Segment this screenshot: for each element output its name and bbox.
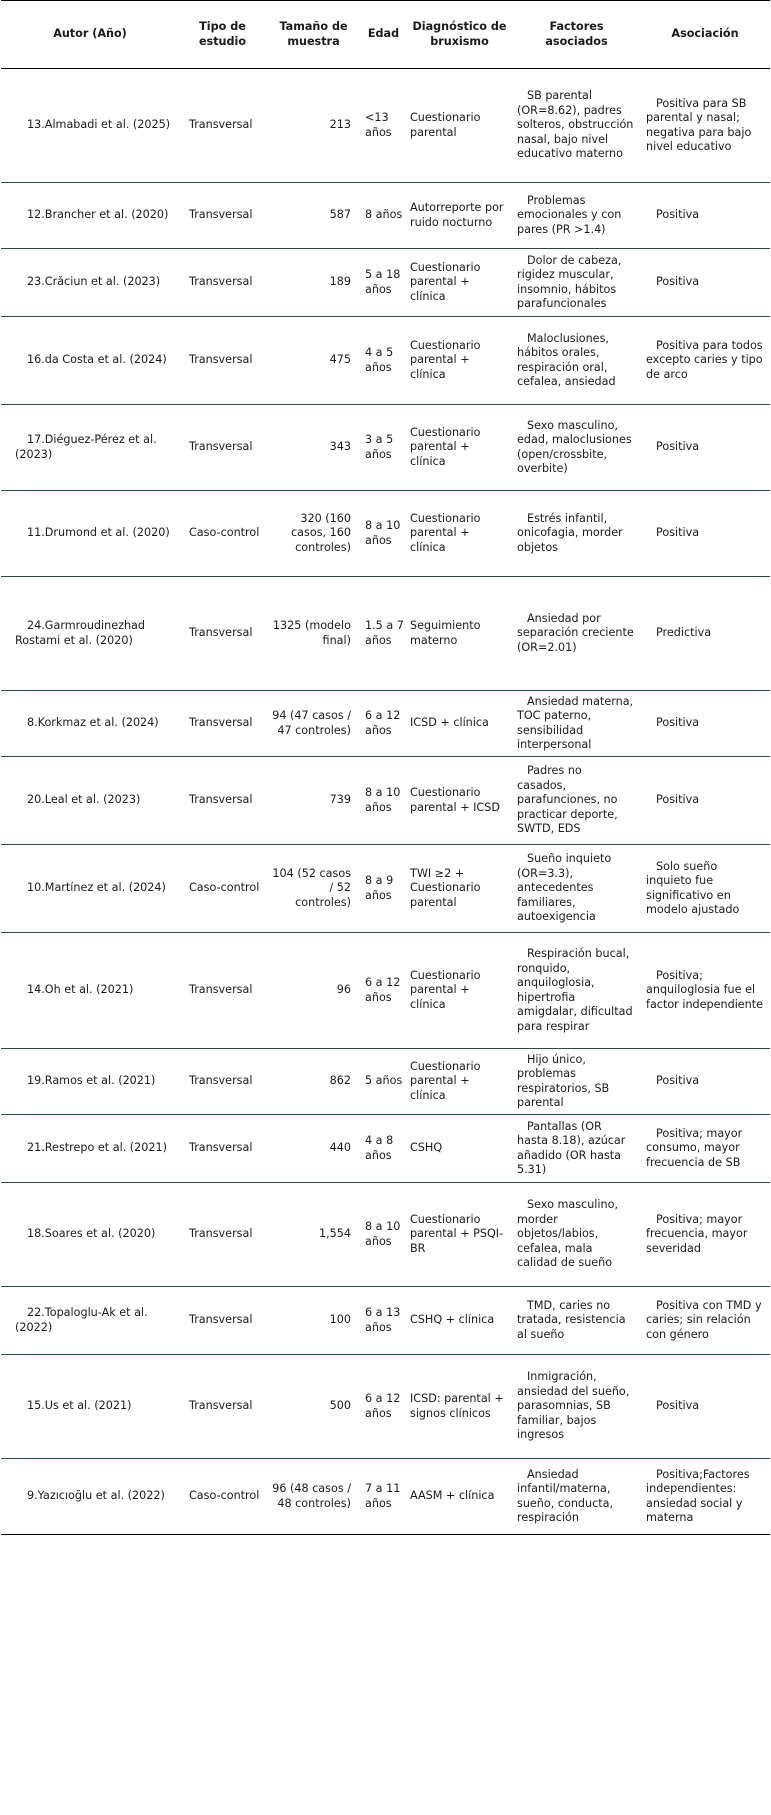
author-cell-text: 8.Korkmaz et al. (2024): [27, 716, 159, 730]
author-cell-text: 24.Garmroudinezhad Rostami et al. (2020): [15, 619, 146, 647]
study-type-cell: Transversal: [179, 1287, 266, 1355]
age-cell: 4 a 5 años: [361, 317, 406, 405]
factors-cell-text: Problemas emocionales y con pares (PR >1.4): [517, 193, 622, 236]
association-cell-text: Positiva: [656, 526, 700, 540]
association-cell: [640, 1183, 770, 1287]
study-type-cell: Transversal: [179, 69, 266, 183]
sample-size-cell: 96 (48 casos / 48 controles): [266, 1459, 361, 1535]
table-row: [1, 933, 770, 1049]
author-cell-text: 21.Restrepo et al. (2021): [27, 1141, 168, 1155]
sample-size-cell: 100: [266, 1287, 361, 1355]
author-cell: [1, 845, 179, 933]
diagnosis-cell: Cuestionario parental + PSQI-BR: [406, 1183, 513, 1287]
factors-cell-text: Ansiedad materna, TOC paterno, sensibilidad interpersonal: [517, 694, 634, 751]
author-cell-text: 22.Topaloglu-Ak et al. (2022): [15, 1306, 148, 1334]
age-cell: 8 años: [361, 183, 406, 249]
association-cell-text: Solo sueño inquieto fue significativo en modelo ajustado: [646, 859, 740, 916]
association-cell: [640, 1115, 770, 1183]
table-row: [1, 845, 770, 933]
factors-cell-text: Respiración bucal, ronquido, anquiloglosia, hipertrofia amigdalar, dificultad para respirar: [517, 947, 633, 1033]
author-cell: [1, 757, 179, 845]
association-cell: [640, 757, 770, 845]
table-row: [1, 1287, 770, 1355]
author-cell: [1, 69, 179, 183]
table-row: [1, 1459, 770, 1535]
age-cell: 5 a 18 años: [361, 249, 406, 317]
age-cell: 8 a 9 años: [361, 845, 406, 933]
diagnosis-cell: Cuestionario parental + clínica: [406, 249, 513, 317]
association-cell: [640, 933, 770, 1049]
table-row: [1, 757, 770, 845]
factors-cell-text: Pantallas (OR hasta 8.18), azúcar añadido (OR hasta 5.31): [517, 1119, 626, 1176]
sample-size-cell: 320 (160 casos, 160 controles): [266, 491, 361, 577]
association-cell: [640, 69, 770, 183]
header-association: Asociación: [640, 1, 770, 69]
association-cell: [640, 691, 770, 757]
author-cell: [1, 691, 179, 757]
study-type-cell: Caso-control: [179, 1459, 266, 1535]
author-cell-text: 9.Yazıcıoğlu et al. (2022): [27, 1489, 165, 1503]
factors-cell: [513, 249, 640, 317]
factors-cell-text: Dolor de cabeza, rigidez muscular, insomnio, hábitos parafuncionales: [517, 253, 622, 310]
diagnosis-cell: Cuestionario parental + ICSD: [406, 757, 513, 845]
study-type-cell: Transversal: [179, 1115, 266, 1183]
author-cell-text: 20.Leal et al. (2023): [27, 793, 141, 807]
age-cell: <13 años: [361, 69, 406, 183]
factors-cell: [513, 757, 640, 845]
author-cell-text: 12.Brancher et al. (2020): [27, 208, 169, 222]
factors-cell: [513, 933, 640, 1049]
author-cell: [1, 1287, 179, 1355]
sample-size-cell: 862: [266, 1049, 361, 1115]
factors-cell: [513, 1355, 640, 1459]
author-cell-text: 19.Ramos et al. (2021): [27, 1074, 156, 1088]
association-cell-text: Positiva: [656, 275, 700, 289]
age-cell: 6 a 12 años: [361, 691, 406, 757]
table-row: [1, 183, 770, 249]
age-cell: 6 a 12 años: [361, 1355, 406, 1459]
sample-size-cell: 1,554: [266, 1183, 361, 1287]
association-cell: [640, 249, 770, 317]
association-cell-text: Positiva: [656, 1399, 700, 1413]
factors-cell: [513, 69, 640, 183]
factors-cell-text: Sexo masculino, morder objetos/labios, cefalea, mala calidad de sueño: [517, 1198, 618, 1270]
table-row: [1, 691, 770, 757]
author-cell: [1, 1115, 179, 1183]
study-type-cell: Transversal: [179, 249, 266, 317]
factors-cell: [513, 1049, 640, 1115]
sample-size-cell: 189: [266, 249, 361, 317]
author-cell-text: 10.Martínez et al. (2024): [27, 881, 166, 895]
header-age: Edad: [361, 1, 406, 69]
sample-size-cell: 440: [266, 1115, 361, 1183]
diagnosis-cell: Cuestionario parental + clínica: [406, 933, 513, 1049]
diagnosis-cell: ICSD + clínica: [406, 691, 513, 757]
sample-size-cell: 104 (52 casos / 52 controles): [266, 845, 361, 933]
author-cell-text: 11.Drumond et al. (2020): [27, 526, 170, 540]
author-cell: [1, 1183, 179, 1287]
age-cell: 3 a 5 años: [361, 405, 406, 491]
table-row: [1, 249, 770, 317]
factors-cell-text: Maloclusiones, hábitos orales, respiración oral, cefalea, ansiedad: [517, 331, 616, 388]
association-cell-text: Positiva: [656, 1074, 700, 1088]
diagnosis-cell: Cuestionario parental + clínica: [406, 1049, 513, 1115]
study-type-cell: Transversal: [179, 405, 266, 491]
factors-cell: [513, 1459, 640, 1535]
factors-cell-text: Ansiedad infantil/materna, sueño, conducta, respiración: [517, 1467, 614, 1524]
factors-cell: [513, 317, 640, 405]
header-author: Autor (Año): [1, 1, 179, 69]
factors-cell-text: Hijo único, problemas respiratorios, SB parental: [517, 1052, 610, 1109]
factors-cell: [513, 845, 640, 933]
author-cell-text: 18.Soares et al. (2020): [27, 1227, 156, 1241]
table-row: [1, 1355, 770, 1459]
factors-cell-text: Ansiedad por separación creciente (OR=2.01): [517, 611, 634, 654]
header-row: [1, 1, 770, 69]
factors-cell-text: TMD, caries no tratada, resistencia al sueño: [517, 1298, 626, 1341]
association-cell: [640, 405, 770, 491]
sample-size-cell: 1325 (modelo final): [266, 577, 361, 691]
study-type-cell: Transversal: [179, 1355, 266, 1459]
age-cell: 6 a 12 años: [361, 933, 406, 1049]
association-cell-text: Positiva: [656, 716, 700, 730]
diagnosis-cell: Cuestionario parental + clínica: [406, 317, 513, 405]
factors-cell-text: Padres no casados, parafunciones, no practicar deporte, SWTD, EDS: [517, 764, 618, 836]
association-cell-text: Positiva; anquiloglosia fue el factor independiente: [646, 968, 764, 1011]
author-cell-text: 16.da Costa et al. (2024): [27, 353, 167, 367]
factors-cell: [513, 1183, 640, 1287]
author-cell-text: 23.Crăciun et al. (2023): [27, 275, 161, 289]
association-cell-text: Positiva para todos excepto caries y tipo de arco: [646, 338, 763, 381]
factors-cell-text: Sexo masculino, edad, maloclusiones (open/crossbite, overbite): [517, 418, 632, 475]
author-cell: [1, 317, 179, 405]
factors-cell-text: Inmigración, ansiedad del sueño, parasomnias, SB familiar, bajos ingresos: [517, 1370, 630, 1442]
author-cell-text: 14.Oh et al. (2021): [27, 983, 134, 997]
sample-size-cell: 213: [266, 69, 361, 183]
sample-size-cell: 475: [266, 317, 361, 405]
sample-size-cell: 343: [266, 405, 361, 491]
author-cell: [1, 1459, 179, 1535]
association-cell-text: Positiva para SB parental y nasal; negativa para bajo nivel educativo: [646, 96, 752, 153]
study-type-cell: Transversal: [179, 317, 266, 405]
factors-cell: [513, 1287, 640, 1355]
sample-size-cell: 96: [266, 933, 361, 1049]
study-type-cell: Transversal: [179, 1183, 266, 1287]
author-cell-text: 13.Almabadi et al. (2025): [27, 118, 171, 132]
study-type-cell: Transversal: [179, 577, 266, 691]
table-row: [1, 1049, 770, 1115]
age-cell: 1.5 a 7 años: [361, 577, 406, 691]
studies-table: [1, 0, 770, 1535]
table-row: [1, 1183, 770, 1287]
diagnosis-cell: Cuestionario parental + clínica: [406, 405, 513, 491]
association-cell-text: Positiva;Factores independientes: ansiedad social y materna: [646, 1467, 750, 1524]
factors-cell: [513, 577, 640, 691]
table-row: [1, 405, 770, 491]
association-cell: [640, 577, 770, 691]
sample-size-cell: 94 (47 casos / 47 controles): [266, 691, 361, 757]
age-cell: 7 a 11 años: [361, 1459, 406, 1535]
header-study-type: Tipo de estudio: [179, 1, 266, 69]
sample-size-cell: 587: [266, 183, 361, 249]
association-cell: [640, 1049, 770, 1115]
age-cell: 5 años: [361, 1049, 406, 1115]
association-cell-text: Positiva; mayor consumo, mayor frecuencia de SB: [646, 1126, 743, 1169]
header-diagnosis: Diagnóstico de bruxismo: [406, 1, 513, 69]
association-cell: [640, 1459, 770, 1535]
sample-size-cell: 739: [266, 757, 361, 845]
table-row: [1, 577, 770, 691]
study-type-cell: Transversal: [179, 1049, 266, 1115]
factors-cell-text: SB parental (OR=8.62), padres solteros, obstrucción nasal, bajo nivel educativo materno: [517, 89, 634, 161]
study-type-cell: Caso-control: [179, 491, 266, 577]
association-cell: [640, 317, 770, 405]
factors-cell-text: Estrés infantil, onicofagia, morder objetos: [517, 511, 623, 554]
table-row: [1, 1115, 770, 1183]
factors-cell: [513, 1115, 640, 1183]
author-cell: [1, 577, 179, 691]
header-factors: Factores asociados: [513, 1, 640, 69]
association-cell: [640, 491, 770, 577]
header-sample-size: Tamaño de muestra: [266, 1, 361, 69]
association-cell: [640, 183, 770, 249]
diagnosis-cell: CSHQ + clínica: [406, 1287, 513, 1355]
association-cell: [640, 845, 770, 933]
association-cell-text: Positiva; mayor frecuencia, mayor severidad: [646, 1212, 748, 1255]
diagnosis-cell: ICSD: parental + signos clínicos: [406, 1355, 513, 1459]
author-cell: [1, 491, 179, 577]
study-type-cell: Transversal: [179, 183, 266, 249]
association-cell-text: Positiva: [656, 793, 700, 807]
table-row: [1, 317, 770, 405]
age-cell: 8 a 10 años: [361, 491, 406, 577]
study-type-cell: Transversal: [179, 691, 266, 757]
association-cell-text: Positiva con TMD y caries; sin relación con género: [646, 1298, 762, 1341]
association-cell-text: Predictiva: [656, 626, 712, 640]
diagnosis-cell: Cuestionario parental: [406, 69, 513, 183]
table-row: [1, 69, 770, 183]
diagnosis-cell: CSHQ: [406, 1115, 513, 1183]
diagnosis-cell: Cuestionario parental + clínica: [406, 491, 513, 577]
age-cell: 6 a 13 años: [361, 1287, 406, 1355]
sample-size-cell: 500: [266, 1355, 361, 1459]
association-cell: [640, 1355, 770, 1459]
association-cell-text: Positiva: [656, 208, 700, 222]
association-cell-text: Positiva: [656, 440, 700, 454]
factors-cell: [513, 183, 640, 249]
author-cell: [1, 1049, 179, 1115]
author-cell: [1, 1355, 179, 1459]
diagnosis-cell: TWI ≥2 + Cuestionario parental: [406, 845, 513, 933]
diagnosis-cell: Seguimiento materno: [406, 577, 513, 691]
age-cell: 8 a 10 años: [361, 1183, 406, 1287]
factors-cell: [513, 405, 640, 491]
study-type-cell: Transversal: [179, 757, 266, 845]
age-cell: 8 a 10 años: [361, 757, 406, 845]
author-cell: [1, 249, 179, 317]
diagnosis-cell: Autorreporte por ruido nocturno: [406, 183, 513, 249]
author-cell-text: 17.Diéguez-Pérez et al. (2023): [15, 433, 157, 461]
diagnosis-cell: AASM + clínica: [406, 1459, 513, 1535]
factors-cell: [513, 491, 640, 577]
table-row: [1, 491, 770, 577]
association-cell: [640, 1287, 770, 1355]
author-cell: [1, 405, 179, 491]
author-cell: [1, 933, 179, 1049]
age-cell: 4 a 8 años: [361, 1115, 406, 1183]
author-cell-text: 15.Us et al. (2021): [27, 1399, 132, 1413]
factors-cell-text: Sueño inquieto (OR=3.3), antecedentes familiares, autoexigencia: [517, 852, 612, 924]
factors-cell: [513, 691, 640, 757]
author-cell: [1, 183, 179, 249]
study-type-cell: Transversal: [179, 933, 266, 1049]
study-type-cell: Caso-control: [179, 845, 266, 933]
